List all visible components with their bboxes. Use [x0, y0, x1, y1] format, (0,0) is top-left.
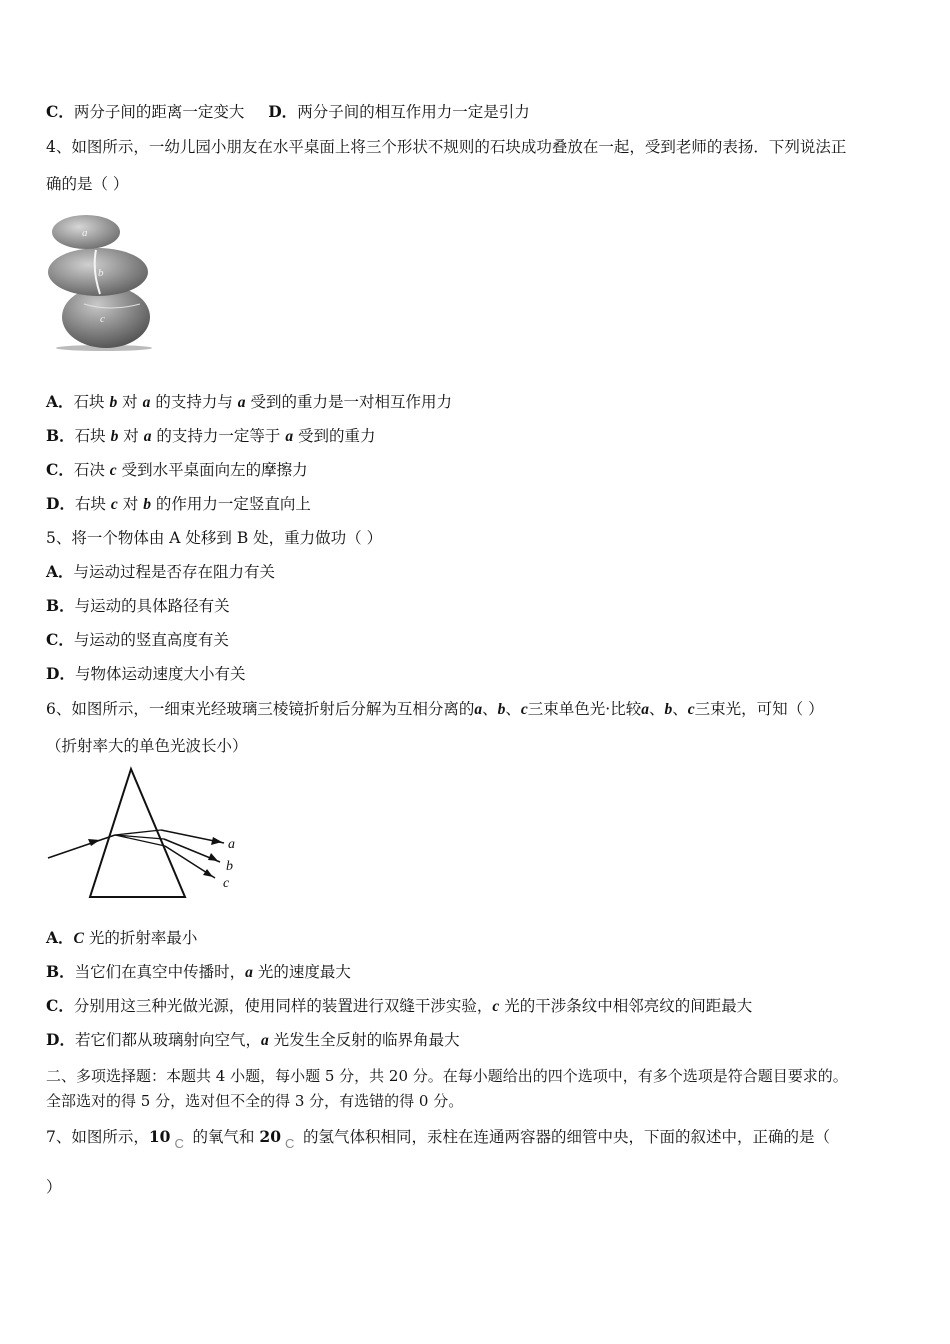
q6-option-b-text: 当它们在真空中传播时，: [74, 963, 246, 981]
q6-stem-sep: 、: [482, 700, 498, 718]
q4-option-d-text: 的作用力一定竖直向上: [155, 495, 311, 513]
q4-option-a-text: 对: [122, 393, 138, 411]
q6-stem-text: 6、如图所示，一细束光经玻璃三棱镜折射后分解为互相分离的: [46, 700, 475, 718]
section2-line1: 二、多项选择题：本题共 4 小题，每小题 5 分，共 20 分。在每小题给出的四个选项中，有多个选项是符合题目要求的。: [46, 1067, 848, 1085]
stone-label-c: c: [100, 313, 105, 325]
var-a: a: [641, 701, 649, 718]
var-c: C: [73, 930, 84, 947]
var-c: c: [109, 462, 117, 479]
q4-stem-line2: 确的是（ ）: [46, 175, 129, 193]
q6-option-c-text: 光的干涉条纹中相邻亮纹的间距最大: [504, 997, 753, 1015]
refracted-a-inside: [115, 830, 161, 835]
var-a: a: [142, 394, 151, 411]
q7-temp-2: 20: [259, 1127, 281, 1146]
q5-option-d-label: D．: [46, 664, 75, 683]
q5-option-a-text: 与运动过程是否存在阻力有关: [73, 563, 276, 581]
q4-option-b-text: 的支持力一定等于: [156, 427, 281, 445]
q4-option-c-label: C．: [46, 460, 74, 479]
q4-option-d-label: D．: [46, 494, 75, 513]
q4-option-b-text: 石块: [74, 427, 106, 445]
var-b: b: [109, 394, 118, 411]
var-a: a: [237, 394, 246, 411]
celsius-symbol: C: [174, 1136, 184, 1151]
var-b: b: [143, 496, 151, 513]
q4-option-a-label: A．: [46, 392, 74, 411]
var-c: c: [520, 701, 528, 718]
q6-option-b-label: B．: [46, 962, 75, 981]
q5-option-a: [46, 562, 275, 582]
q6-option-c-text: 分别用这三种光做光源，使用同样的装置进行双缝干涉实验，: [73, 997, 493, 1015]
q6-option-d-text: 若它们都从玻璃射向空气，: [74, 1031, 261, 1049]
var-a: a: [143, 428, 152, 445]
q3-option-c-label: C．: [46, 102, 74, 121]
q4-option-d-text: 对: [122, 495, 139, 513]
ray-c-arrow: [203, 869, 213, 877]
var-b: b: [664, 701, 673, 718]
q6-stem-line2: （折射率大的单色光波长小）: [46, 737, 248, 755]
q5-option-c-text: 与运动的竖直高度有关: [73, 631, 229, 649]
q6-option-a-label: A．: [46, 928, 74, 947]
q4-option-b-text: 受到的重力: [298, 427, 376, 445]
ray-label-b: b: [226, 859, 233, 874]
section2-line2: 全部选对的得 5 分，选对但不全的得 3 分，有选错的得 0 分。: [46, 1092, 464, 1110]
q3-option-c-text: 两分子间的距离一定变大: [73, 103, 245, 121]
q3-option-d-text: 两分子间的相互作用力一定是引力: [297, 103, 530, 121]
q5-option-c-label: C．: [46, 630, 74, 649]
var-b: b: [110, 428, 119, 445]
q6-stem-text: 三束光，可知（ ）: [694, 700, 824, 718]
q6-stem-sep: 、: [648, 700, 665, 718]
var-a: a: [285, 428, 294, 445]
q6-stem-line1: [46, 699, 824, 720]
q6-option-d: [46, 1030, 460, 1051]
q4-option-a-text: 石块: [73, 393, 105, 411]
q4-option-a-text: 的支持力与: [155, 393, 233, 411]
q7-temp-1: 10: [148, 1127, 171, 1146]
q3-options-row: [46, 102, 530, 122]
q4-option-d: [46, 494, 311, 515]
var-a: a: [245, 964, 253, 981]
q5-option-d-text: 与物体运动速度大小有关: [74, 665, 246, 683]
ray-label-c: c: [223, 876, 230, 891]
ray-b-arrow: [208, 853, 218, 861]
stacked-stones-figure: [44, 212, 154, 352]
ray-a-arrow: [211, 837, 222, 845]
q4-stem-line1: 4、如图所示，一幼儿园小朋友在水平桌面上将三个形状不规则的石块成功叠放在一起，受到老师的表扬．下列说法正: [46, 138, 847, 156]
q7-stem-line2: ）: [46, 1178, 62, 1196]
q6-option-b: [46, 962, 351, 983]
q5-stem: 5、将一个物体由 A 处移到 B 处，重力做功（ ）: [46, 529, 383, 547]
q6-stem-sep: 、: [672, 700, 688, 718]
var-a: a: [260, 1032, 269, 1049]
q6-option-b-text: 光的速度最大: [257, 963, 351, 981]
q5-option-b-text: 与运动的具体路径有关: [74, 597, 230, 615]
q6-stem-sep: 、: [505, 700, 521, 718]
var-c: c: [687, 701, 695, 718]
q7-text: 7、如图所示，: [46, 1128, 149, 1146]
q6-option-d-text: 光发生全反射的临界角最大: [273, 1031, 460, 1049]
prism-figure: [44, 766, 249, 902]
q4-option-c-text: 受到水平桌面向左的摩擦力: [121, 461, 308, 479]
q5-option-a-label: A．: [46, 562, 74, 581]
q6-option-d-label: D．: [46, 1030, 75, 1049]
var-c: c: [492, 998, 500, 1015]
q6-option-a-text: 光的折射率最小: [88, 929, 198, 947]
q4-option-b: [46, 426, 376, 447]
q5-option-d: [46, 664, 245, 684]
incident-arrow: [88, 839, 100, 846]
ray-label-a: a: [228, 837, 235, 852]
q4-option-c-text: 石决: [73, 461, 105, 479]
incident-ray: [48, 835, 115, 858]
q5-option-b-label: B．: [46, 596, 75, 615]
stone-label-b: b: [98, 267, 104, 279]
q4-option-b-label: B．: [46, 426, 75, 445]
q4-option-b-text: 对: [123, 427, 139, 445]
stone-label-a: a: [82, 227, 88, 239]
q4-option-d-text: 右块: [74, 495, 106, 513]
q6-stem-text: 三束单色光·比较: [527, 700, 642, 718]
var-a: a: [474, 701, 483, 718]
q6-option-c: [46, 996, 752, 1017]
q7-stem-line1: [46, 1127, 830, 1151]
q4-option-a-text: 受到的重力是一对相互作用力: [250, 393, 452, 411]
celsius-symbol: C: [284, 1136, 295, 1151]
q3-option-d-label: D．: [268, 102, 298, 121]
q6-option-a: [46, 928, 197, 949]
q7-text: 的氧气和: [192, 1128, 255, 1146]
q4-option-a: [46, 392, 452, 413]
q5-option-b: [46, 596, 230, 616]
q6-option-c-label: C．: [46, 996, 74, 1015]
var-c: c: [110, 496, 118, 513]
q5-option-c: [46, 630, 229, 650]
q4-option-c: [46, 460, 308, 481]
var-b: b: [497, 701, 506, 718]
q7-text: 的氢气体积相同，汞柱在连通两容器的细管中央，下面的叙述中，正确的是（: [302, 1128, 830, 1146]
